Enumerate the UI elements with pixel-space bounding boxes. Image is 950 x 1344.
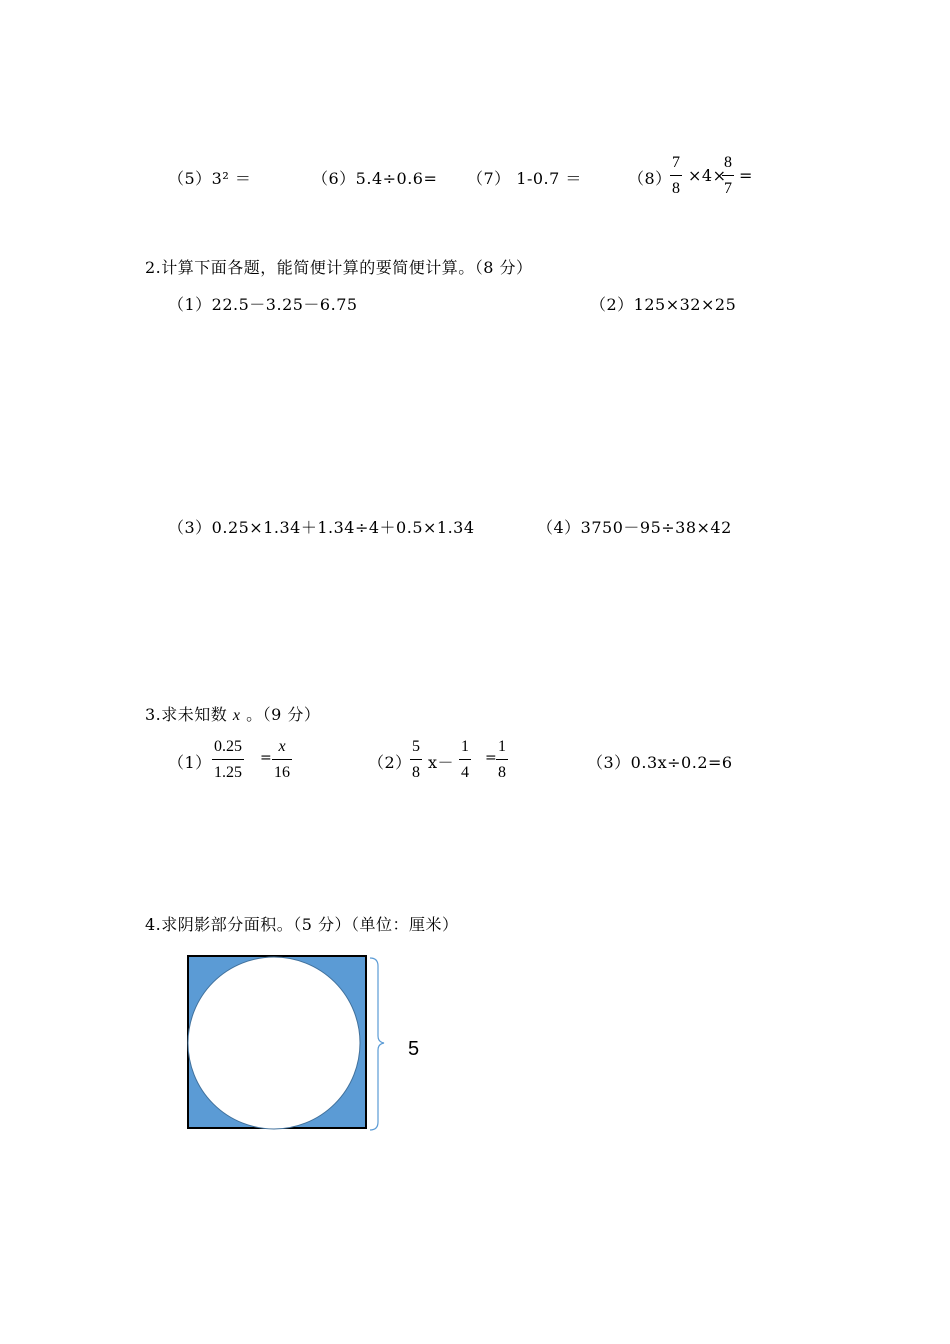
problem-1-8-label: （8） — [628, 169, 672, 188]
fraction-bar — [722, 175, 734, 176]
shaded-area-figure — [180, 950, 400, 1140]
fraction-bar — [410, 759, 422, 760]
question-3-heading-text: 3.求未知数 — [145, 705, 228, 724]
fraction-x-16 — [272, 738, 292, 782]
numerator: 7 — [672, 154, 680, 171]
numerator: 1 — [461, 738, 469, 755]
fraction-bar — [212, 759, 244, 760]
numerator: 1 — [498, 738, 506, 755]
fraction-0.25-1.25 — [212, 738, 244, 782]
question-3-heading — [145, 702, 320, 725]
denominator: 1.25 — [214, 764, 242, 781]
problem-1-7: （7） 1-0.7 ＝ — [467, 169, 582, 188]
circle-shape — [188, 957, 360, 1129]
problem-1-8-mid: ×4× — [688, 166, 727, 185]
problem-2-3: （3）0.25×1.34＋1.34÷4＋0.5×1.34 — [168, 518, 475, 537]
problem-1-8-equals: = — [739, 166, 753, 185]
numerator: x — [278, 738, 286, 755]
problem-3-2-mid: x－ — [428, 753, 455, 772]
fraction-bar — [459, 759, 471, 760]
denominator: 8 — [498, 764, 506, 781]
numerator: 8 — [724, 154, 732, 171]
fraction-bar — [272, 759, 292, 760]
fraction-1-4 — [459, 738, 471, 782]
numerator: 0.25 — [214, 738, 242, 755]
fraction-7-8 — [670, 154, 682, 198]
fraction-8-7 — [722, 154, 734, 198]
problem-3-1-equals: = — [260, 750, 273, 766]
problem-3-3: （3）0.3x÷0.2=6 — [587, 753, 733, 772]
variable-x: x — [232, 707, 241, 724]
question-4-heading: 4.求阴影部分面积。（5 分）（单位：厘米） — [145, 915, 459, 934]
problem-1-6: （6）5.4÷0.6= — [312, 169, 438, 188]
problem-2-2: （2）125×32×25 — [590, 295, 737, 314]
problem-1-5: （5）3² ＝ — [168, 169, 252, 188]
numerator: 5 — [412, 738, 420, 755]
denominator: 16 — [274, 764, 290, 781]
fraction-1-8 — [496, 738, 508, 782]
fraction-bar — [670, 175, 682, 176]
denominator: 8 — [672, 180, 680, 197]
denominator: 8 — [412, 764, 420, 781]
dimension-label: 5 — [408, 1038, 420, 1060]
problem-3-2-label: （2） — [368, 753, 412, 772]
fraction-bar — [496, 759, 508, 760]
problem-3-1-label: （1） — [168, 753, 212, 772]
problem-3-2-equals: = — [485, 750, 498, 766]
fraction-5-8 — [410, 738, 422, 782]
problem-2-4: （4）3750－95÷38×42 — [537, 518, 732, 537]
denominator: 4 — [461, 764, 469, 781]
question-2-heading: 2.计算下面各题，能简便计算的要简便计算。（8 分） — [145, 258, 533, 277]
brace-icon — [370, 958, 384, 1130]
question-3-heading-score: 。（9 分） — [246, 705, 321, 724]
problem-2-1: （1）22.5－3.25－6.75 — [168, 295, 358, 314]
denominator: 7 — [724, 180, 732, 197]
